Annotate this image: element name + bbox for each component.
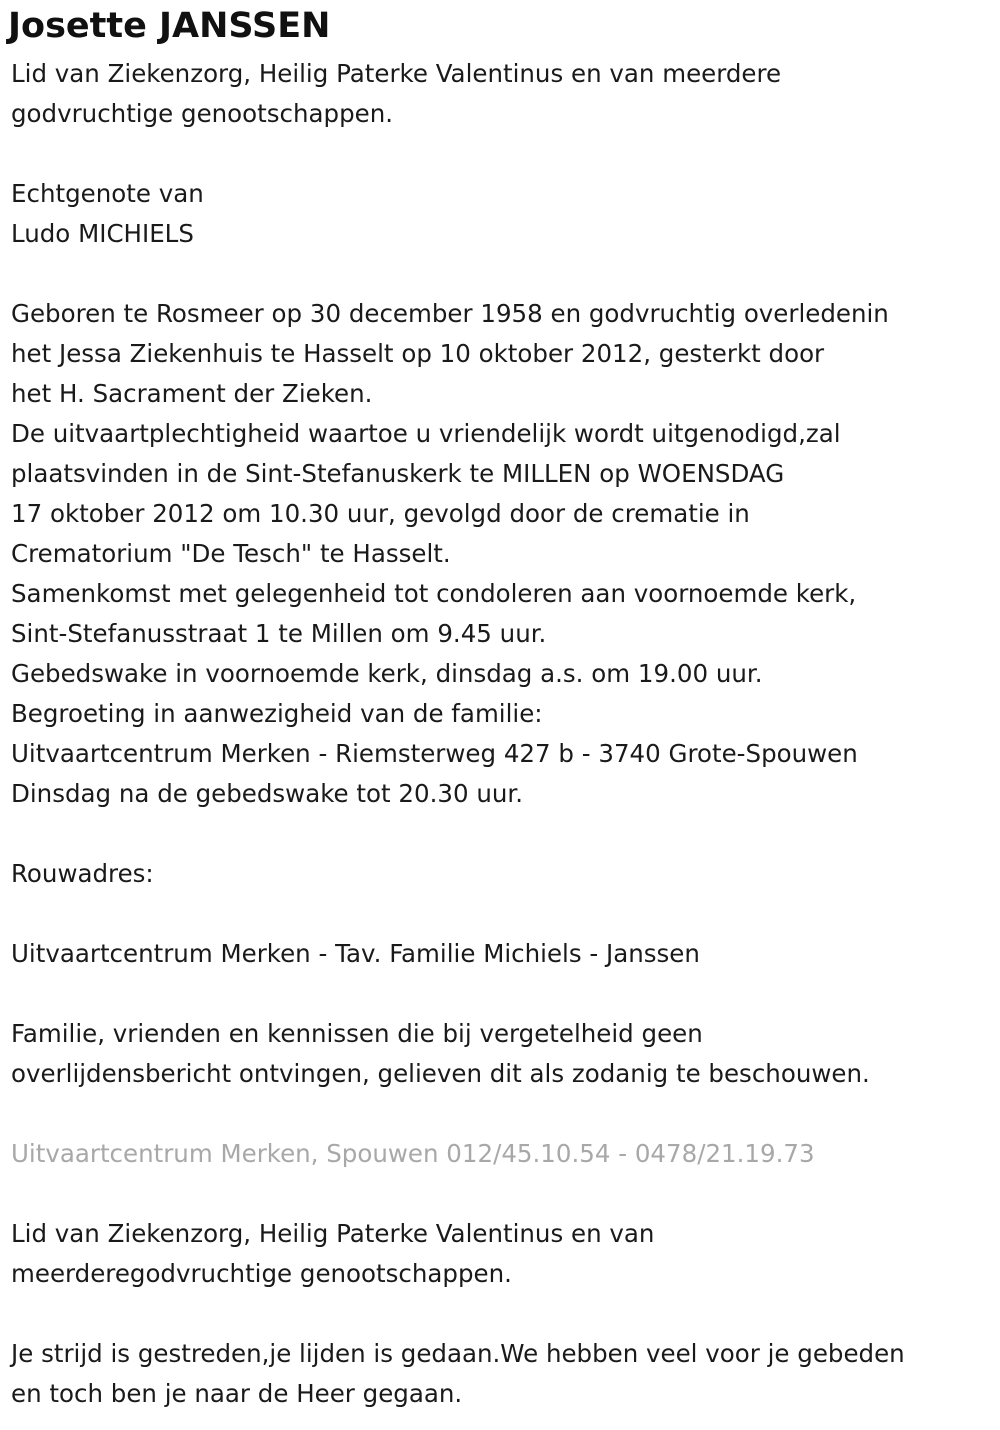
address-label: Rouwadres: [11,859,154,888]
spouse-name: Ludo MICHIELS [11,219,194,248]
spacer [11,894,991,934]
spacer [11,1094,991,1134]
spacer [11,134,991,174]
notice-line: overlijdensbericht ontvingen, gelieven dit als zodanig te beschouwen. [11,1059,870,1088]
details-line: 17 oktober 2012 om 10.30 uur, gevolgd door de crematie in [11,499,750,528]
details-line: Crematorium "De Tesch" te Hasselt. [11,539,451,568]
details-line: De uitvaartplechtigheid waartoe u vriendelijk wordt uitgenodigd,zal [11,419,841,448]
details-line: Sint-Stefanusstraat 1 te Millen om 9.45 uur. [11,619,547,648]
details-line: het Jessa Ziekenhuis te Hasselt op 10 oktober 2012, gesterkt door [11,339,825,368]
membership-line: meerderegodvruchtige genootschappen. [11,1259,512,1288]
details-line: Begroeting in aanwezigheid van de familie: [11,699,543,728]
details-line: het H. Sacrament der Zieken. [11,379,373,408]
spacer [11,254,991,294]
details-line: Samenkomst met gelegenheid tot condoleren aan voornoemde kerk, [11,579,857,608]
spacer [11,814,991,854]
funeral-home-contact: Uitvaartcentrum Merken, Spouwen 012/45.10.54 - 0478/21.19.73 [11,1139,815,1168]
address-line: Uitvaartcentrum Merken - Tav. Familie Michiels - Janssen [11,939,700,968]
details-line: Uitvaartcentrum Merken - Riemsterweg 427 b - 3740 Grote-Spouwen [11,739,858,768]
deceased-name: Josette JANSSEN [8,6,331,46]
spacer [11,1174,991,1214]
details-line: Gebedswake in voornoemde kerk, dinsdag a.s. om 19.00 uur. [11,659,763,688]
details-line: Dinsdag na de gebedswake tot 20.30 uur. [11,779,523,808]
spacer [11,974,991,1014]
details-line: plaatsvinden in de Sint-Stefanuskerk te MILLEN op WOENSDAG [11,459,785,488]
obituary-text [11,54,991,1414]
spouse-label: Echtgenote van [11,179,204,208]
spacer [11,1294,991,1334]
intro-line: Lid van Ziekenzorg, Heilig Paterke Valentinus en van meerdere [11,59,782,88]
intro-line: godvruchtige genootschappen. [11,99,394,128]
verse-line: Je strijd is gestreden,je lijden is gedaan.We hebben veel voor je gebeden [11,1339,905,1368]
notice-line: Familie, vrienden en kennissen die bij vergetelheid geen [11,1019,703,1048]
details-line: Geboren te Rosmeer op 30 december 1958 en godvruchtig overledenin [11,299,889,328]
membership-line: Lid van Ziekenzorg, Heilig Paterke Valentinus en van [11,1219,655,1248]
verse-line: en toch ben je naar de Heer gegaan. [11,1379,463,1408]
